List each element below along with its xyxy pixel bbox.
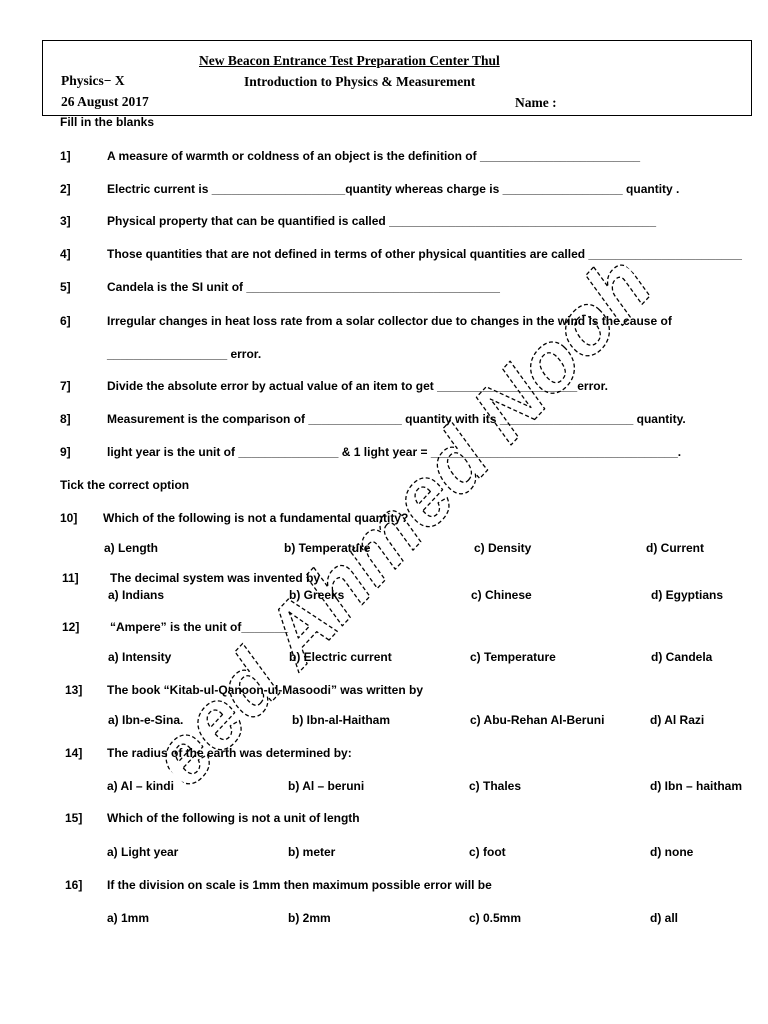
- question-number: 10]: [60, 511, 78, 525]
- option-a[interactable]: a) Indians: [108, 588, 165, 602]
- option-c[interactable]: c) Thales: [469, 779, 522, 793]
- center-name: New Beacon Entrance Test Preparation Center Thul: [199, 53, 500, 68]
- question-text: __________________ error.: [107, 347, 262, 361]
- exam-date: 26 August 2017: [61, 94, 149, 109]
- question-text: The book “Kitab-ul-Qanoon-ul-Masoodi” was written by: [107, 683, 423, 697]
- section-heading-tick: Tick the correct option: [60, 478, 190, 492]
- question-text: Physical property that can be quantified is called ________________________________________: [107, 214, 657, 228]
- option-c[interactable]: c) foot: [469, 845, 506, 859]
- question-text: Electric current is ____________________quantity whereas charge is __________________ quantity .: [107, 182, 680, 196]
- question-text: Which of the following is not a unit of length: [107, 811, 360, 825]
- question-text: Irregular changes in heat loss rate from a solar collector due to changes in the wind is the cause of: [107, 314, 672, 328]
- option-a[interactable]: a) Al – kindi: [107, 779, 174, 793]
- option-d[interactable]: d) Ibn – haitham: [650, 779, 743, 793]
- option-c[interactable]: c) 0.5mm: [469, 911, 522, 925]
- question-text: Measurement is the comparison of ______________ quantity with its ____________________ quantity.: [107, 412, 686, 426]
- watermark-text: Saeed Ahmed Noohari: [94, 203, 706, 837]
- question-text: The decimal system was invented by: [110, 571, 321, 585]
- question-text: If the division on scale is 1mm then maximum possible error will be: [107, 878, 492, 892]
- question-text: light year is the unit of _______________ & 1 light year = _____________________________________.: [107, 445, 682, 459]
- question-number: 1]: [60, 149, 71, 163]
- option-c[interactable]: c) Density: [474, 541, 532, 555]
- question-number: 9]: [60, 445, 71, 459]
- question-number: 8]: [60, 412, 71, 426]
- question-number: 12]: [62, 620, 80, 634]
- option-a[interactable]: a) Light year: [107, 845, 179, 859]
- question-number: 15]: [65, 811, 83, 825]
- option-b[interactable]: b) Electric current: [289, 650, 392, 664]
- question-text: A measure of warmth or coldness of an object is the definition of ________________________: [107, 149, 641, 163]
- question-number: 7]: [60, 379, 71, 393]
- option-b[interactable]: b) Ibn-al-Haitham: [292, 713, 390, 727]
- question-text: Divide the absolute error by actual value of an item to get _____________________error.: [107, 379, 608, 393]
- option-d[interactable]: d) Current: [646, 541, 704, 555]
- topic-title: Introduction to Physics & Measurement: [244, 74, 476, 89]
- option-d[interactable]: d) Egyptians: [651, 588, 724, 602]
- question-number: 4]: [60, 247, 71, 261]
- question-text: “Ampere” is the unit of_______: [110, 620, 289, 634]
- question-number: 14]: [65, 746, 83, 760]
- option-d[interactable]: d) Al Razi: [650, 713, 705, 727]
- option-d[interactable]: d) Candela: [651, 650, 713, 664]
- option-c[interactable]: c) Chinese: [471, 588, 532, 602]
- question-text: The radius of the earth was determined by:: [107, 746, 352, 760]
- question-number: 5]: [60, 280, 71, 294]
- header-box: [42, 40, 752, 116]
- question-number: 16]: [65, 878, 83, 892]
- option-a[interactable]: a) Intensity: [108, 650, 172, 664]
- option-c[interactable]: c) Abu-Rehan Al-Beruni: [470, 713, 605, 727]
- question-number: 13]: [65, 683, 83, 697]
- subject-label: Physics− X: [61, 73, 125, 88]
- option-a[interactable]: a) Ibn-e-Sina.: [108, 713, 184, 727]
- section-heading-fill: Fill in the blanks: [60, 115, 155, 129]
- question-number: 2]: [60, 182, 71, 196]
- question-number: 6]: [60, 314, 71, 328]
- option-d[interactable]: d) all: [650, 911, 679, 925]
- option-a[interactable]: a) Length: [104, 541, 158, 555]
- option-b[interactable]: b) Temperature: [284, 541, 371, 555]
- option-a[interactable]: a) 1mm: [107, 911, 150, 925]
- option-b[interactable]: b) 2mm: [288, 911, 331, 925]
- option-d[interactable]: d) none: [650, 845, 694, 859]
- option-c[interactable]: c) Temperature: [470, 650, 556, 664]
- question-text: Candela is the SI unit of ______________________________________: [107, 280, 500, 294]
- option-b[interactable]: b) Greeks: [289, 588, 345, 602]
- question-number: 3]: [60, 214, 71, 228]
- question-number: 11]: [62, 571, 79, 585]
- question-text: Which of the following is not a fundamental quantity?: [103, 511, 409, 525]
- question-text: Those quantities that are not defined in terms of other physical quantities are called _______________________: [107, 247, 742, 261]
- option-b[interactable]: b) meter: [288, 845, 336, 859]
- option-b[interactable]: b) Al – beruni: [288, 779, 365, 793]
- name-label: Name :: [515, 95, 557, 110]
